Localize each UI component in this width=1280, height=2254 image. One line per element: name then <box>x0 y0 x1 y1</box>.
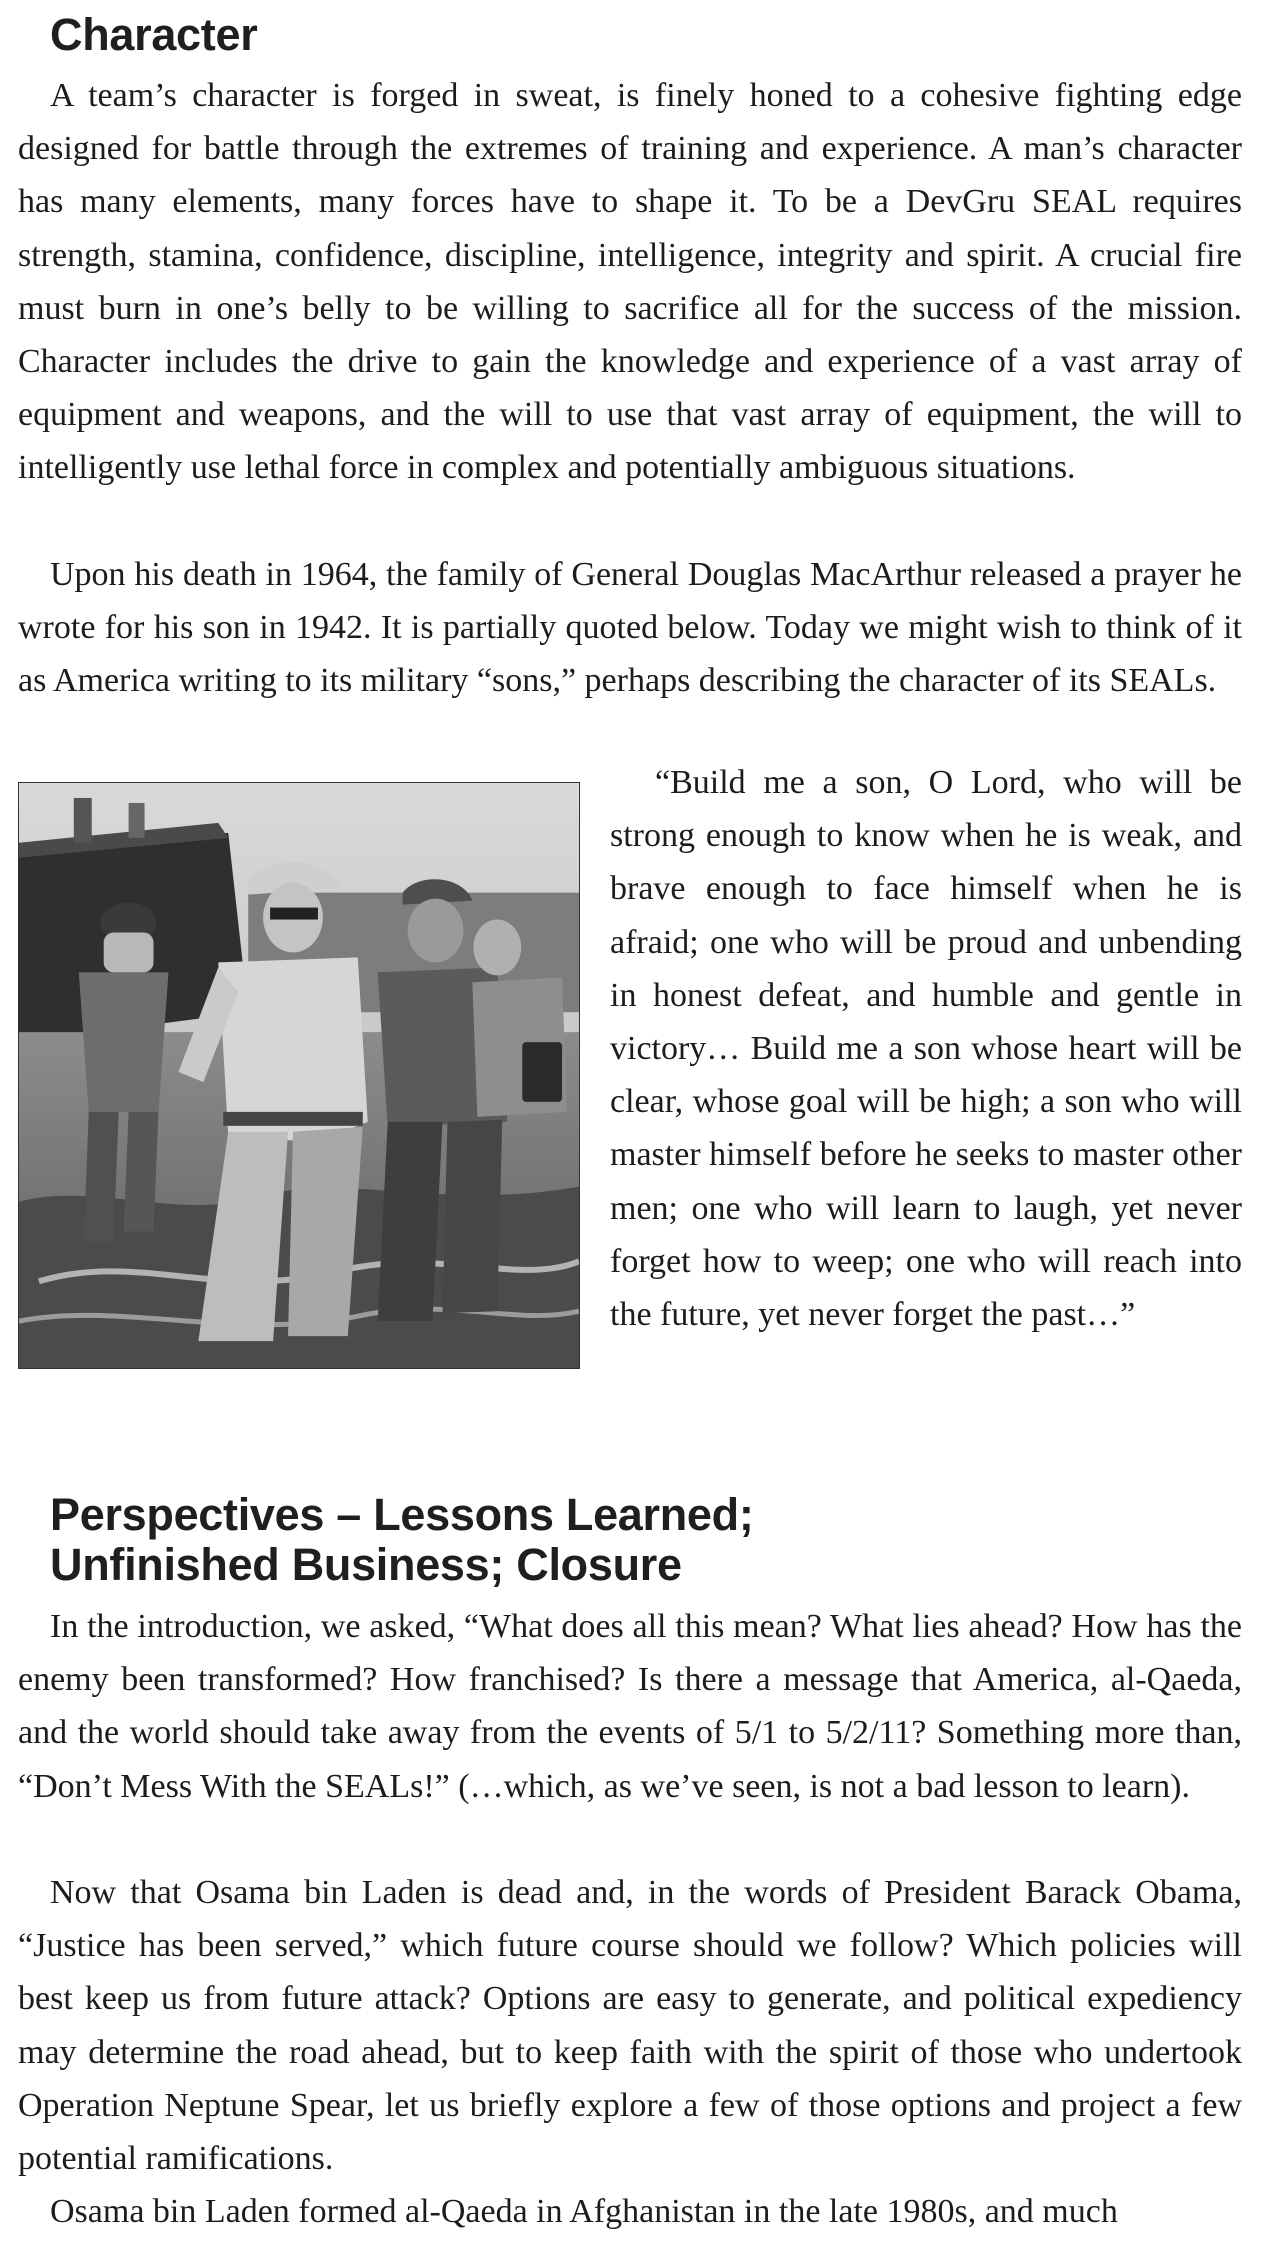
body-paragraph: A team’s character is forged in sweat, is finely honed to a cohesive fighting edge designed for battle through the extremes of training and experience. A man’s character has many elements, many forces have to shape it. To be a DevGru SEAL requires strength, stamina, confidence, discipline, intelligence, integrity and spirit. A crucial fire must burn in one’s belly to be willing to sacrifice all for the success of the mission. Character includes the drive to gain the knowledge and experience of a vast array of equipment and weapons, and the will to use that vast array of equipment, the will to intelligently use lethal force in complex and potentially ambiguous situations. <box>18 77 1242 487</box>
body-paragraph: In the introduction, we asked, “What does all this mean? What lies ahead? How has the enemy been transformed? How franchised? Is there a message that America, al-Qaeda, and the world should take away from the events of 5/1 to 5/2/11? Something more than, “Don’t Mess With the SEALs!” (…which, as we’ve seen, is not a bad lesson to learn). <box>18 1608 1242 1805</box>
heading-text: Character <box>50 9 258 60</box>
photo-illustration <box>19 783 579 1368</box>
section-heading-character <box>18 10 257 60</box>
block-quote: “Build me a son, O Lord, who will be strong enough to know when he is weak, and brave enough to face himself when he is afraid; one who will be proud and unbending in honest defeat, and humble and gentle in victory… Build me a son whose heart will be clear, whose goal will be high; a son who will master himself before he seeks to master other men; one who will learn to laugh, yet never forget how to weep; one who will reach into the future, yet never forget the past…” <box>610 764 1242 1334</box>
historical-photo <box>18 782 580 1369</box>
body-paragraph: Osama bin Laden formed al-Qaeda in Afghanistan in the late 1980s, and much <box>50 2193 1118 2230</box>
body-paragraph: Upon his death in 1964, the family of General Douglas MacArthur released a prayer he wrote for his son in 1942. It is partially quoted below. Today we might wish to think of it as America writing to its military “sons,” perhaps describing the character of its SEALs. <box>18 556 1242 700</box>
section-heading-perspectives <box>18 1490 754 1590</box>
body-paragraph: Now that Osama bin Laden is dead and, in the words of President Barack Obama, “Justice has been served,” which future course should we follow? Which policies will best keep us from future attack? Options are easy to generate, and political expediency may determine the road ahead, but to keep faith with the spirit of those who undertook Operation Neptune Spear, let us briefly explore a few of those options and project a few potential ramifications. <box>18 1874 1242 2178</box>
heading-line-2: Unfinished Business; Closure <box>50 1539 682 1590</box>
heading-line-1: Perspectives – Lessons Learned; <box>50 1489 754 1540</box>
